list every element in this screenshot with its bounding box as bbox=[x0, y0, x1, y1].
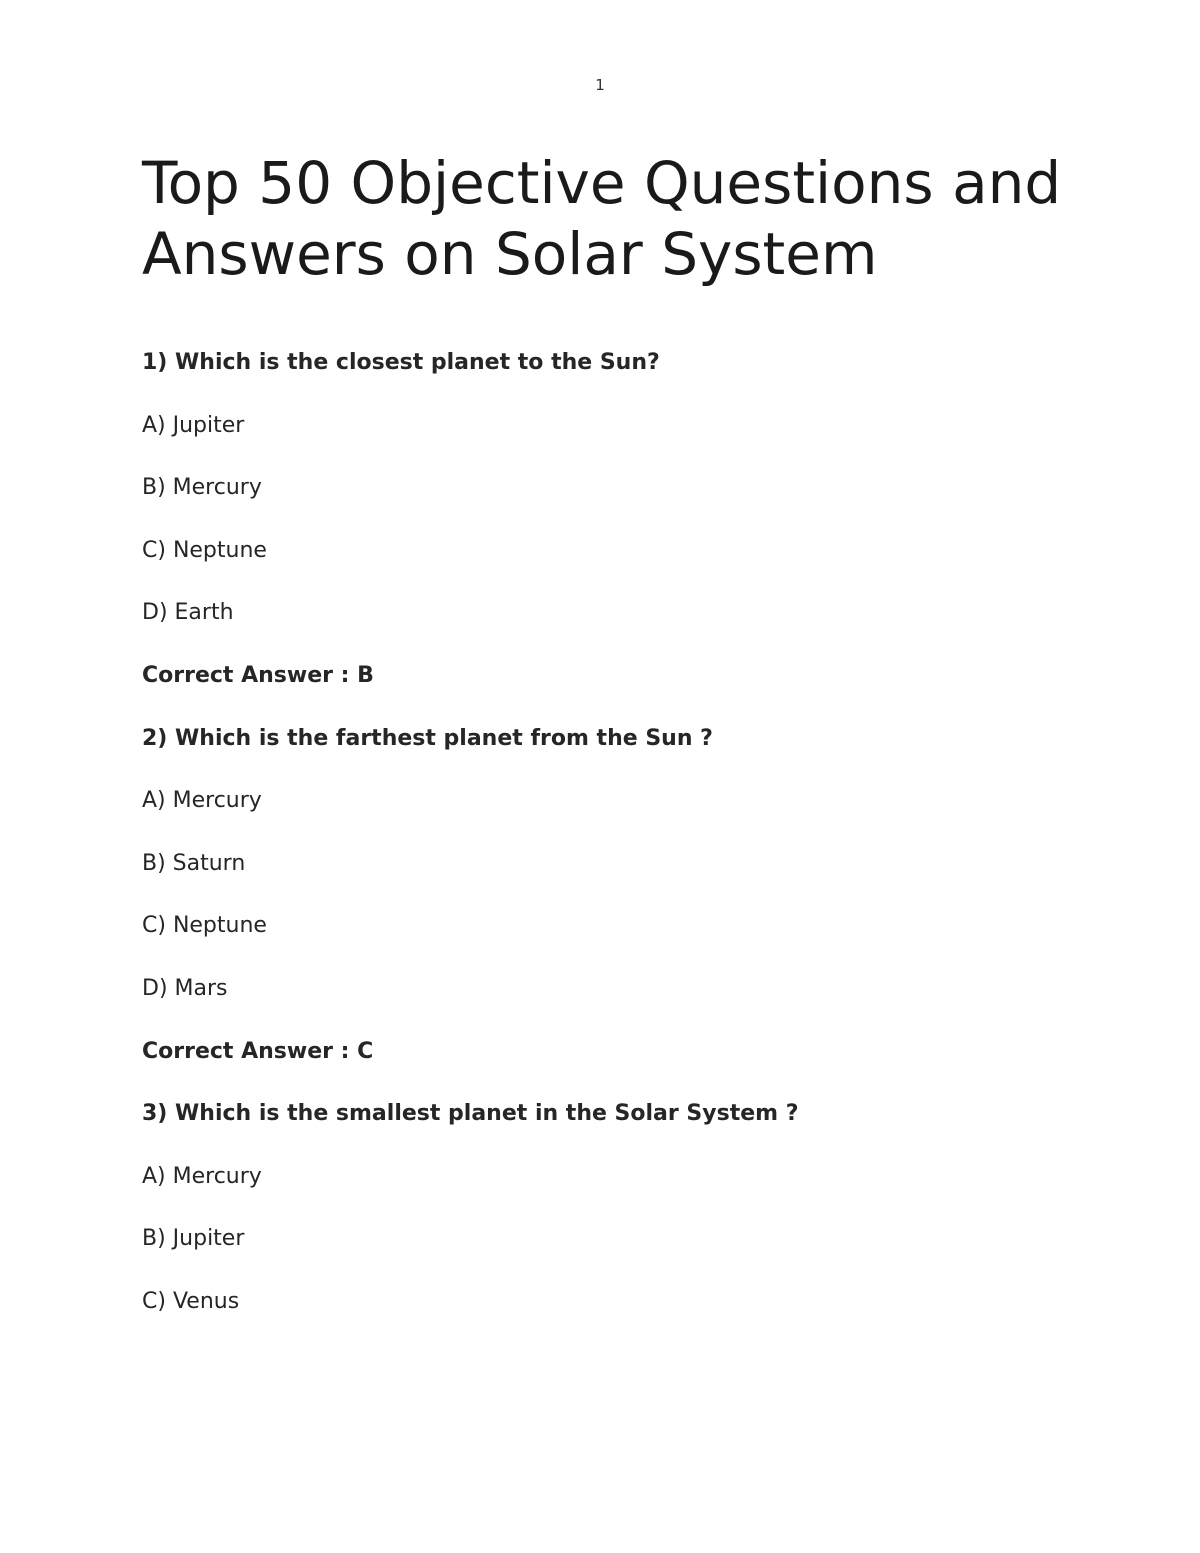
question-text: 3) Which is the smallest planet in the Solar System ? bbox=[142, 1101, 799, 1127]
answer-option: A) Jupiter bbox=[142, 412, 245, 438]
question-text: 2) Which is the farthest planet from the Sun ? bbox=[142, 725, 713, 751]
answer-option: B) Saturn bbox=[142, 850, 246, 876]
correct-answer: Correct Answer : C bbox=[142, 1038, 374, 1064]
correct-answer: Correct Answer : B bbox=[142, 662, 374, 688]
question-block bbox=[142, 724, 1062, 1100]
answer-option: B) Mercury bbox=[142, 475, 262, 501]
question-block bbox=[142, 348, 1062, 724]
answer-option: C) Venus bbox=[142, 1288, 240, 1314]
answer-option: B) Jupiter bbox=[142, 1226, 245, 1252]
answer-option: D) Mars bbox=[142, 975, 228, 1001]
answer-option: C) Neptune bbox=[142, 913, 267, 939]
document-body bbox=[142, 148, 1062, 1350]
question-text: 1) Which is the closest planet to the Sun? bbox=[142, 350, 660, 375]
answer-option: A) Mercury bbox=[142, 1163, 262, 1189]
answer-option: A) Mercury bbox=[142, 788, 262, 814]
question-list bbox=[142, 348, 1062, 1350]
answer-option: D) Earth bbox=[142, 600, 234, 626]
document-title: Top 50 Objective Questions and Answers on Solar System bbox=[142, 149, 1062, 288]
page-number: 1 bbox=[595, 76, 605, 94]
question-block bbox=[142, 1099, 1062, 1349]
answer-option: C) Neptune bbox=[142, 537, 267, 563]
